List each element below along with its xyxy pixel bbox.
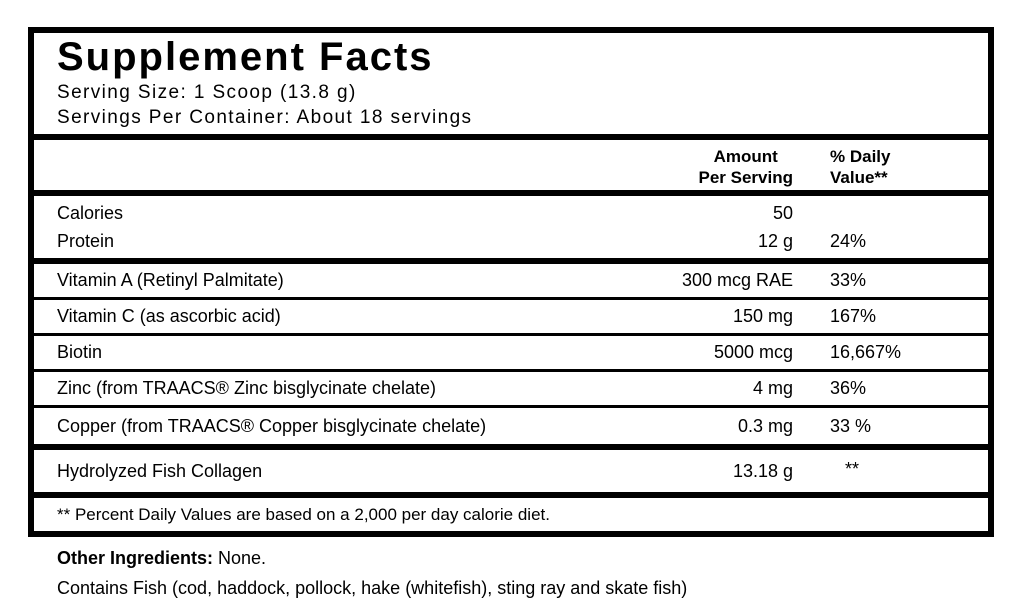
nutrient-amount: 13.18 g (732, 460, 793, 481)
other-ingredients-line (57, 543, 687, 573)
nutrient-name: Calories (57, 202, 124, 223)
panel-title: Supplement Facts (57, 35, 434, 79)
header-dv-line1: % Daily (830, 146, 891, 166)
nutrient-dv: ** (845, 458, 860, 479)
nutrient-name: Vitamin A (Retinyl Palmitate) (57, 270, 284, 290)
header-daily-value (830, 146, 988, 188)
nutrient-amount: 150 mg (732, 306, 793, 326)
nutrient-amount: 12 g (757, 230, 793, 251)
footnote (34, 498, 988, 531)
nutrient-name: Protein (57, 230, 115, 251)
nutrient-dv: 36% (830, 378, 867, 398)
serving-size: Serving Size: 1 Scoop (13.8 g) (57, 82, 357, 103)
table-row-collagen (34, 450, 988, 492)
nutrient-dv: 167% (830, 306, 877, 326)
other-ingredients-value: None. (213, 548, 267, 568)
header-amount-line2: Per Serving (698, 167, 793, 187)
header-amount-line1: Amount (713, 146, 778, 166)
header-dv-line2: Value** (830, 167, 888, 187)
header-amount (593, 146, 793, 188)
nutrient-dv: 33 % (830, 415, 872, 436)
nutrient-dv: 33% (830, 270, 867, 290)
nutrient-amount: 50 (772, 202, 793, 223)
nutrient-amount: 4 mg (752, 378, 793, 398)
nutrient-name: Vitamin C (as ascorbic acid) (57, 306, 281, 326)
table-row-protein (34, 227, 988, 255)
nutrient-name: Hydrolyzed Fish Collagen (57, 460, 263, 481)
table-header (34, 140, 988, 190)
nutrient-amount: 0.3 mg (737, 415, 793, 436)
footnote-text: ** Percent Daily Values are based on a 2,000 per day calorie diet. (57, 504, 550, 524)
other-ingredients-label: Other Ingredients: (57, 548, 214, 568)
table-row-calories (34, 199, 988, 227)
nutrient-section (34, 264, 988, 444)
below-panel-text (57, 543, 687, 603)
table-row-copper (34, 408, 988, 444)
basic-section (34, 196, 988, 258)
table-row-zinc (34, 372, 988, 408)
servings-per-container: Servings Per Container: About 18 servings (57, 107, 473, 128)
table-row-vitamin-a (34, 264, 988, 300)
nutrient-name: Zinc (from TRAACS® Zinc bisglycinate chelate) (57, 378, 437, 398)
table-row-vitamin-c (34, 300, 988, 336)
nutrient-dv: 24% (830, 230, 867, 251)
contains-line: Contains Fish (cod, haddock, pollock, hake (whitefish), sting ray and skate fish) (57, 578, 688, 598)
nutrient-amount: 300 mcg RAE (681, 270, 793, 290)
title-section (34, 33, 988, 134)
nutrient-name: Copper (from TRAACS® Copper bisglycinate chelate) (57, 415, 487, 436)
nutrient-amount: 5000 mcg (713, 342, 793, 362)
supplement-facts-panel (28, 27, 994, 537)
table-row-biotin (34, 336, 988, 372)
nutrient-dv: 16,667% (830, 342, 902, 362)
nutrient-name: Biotin (57, 342, 103, 362)
